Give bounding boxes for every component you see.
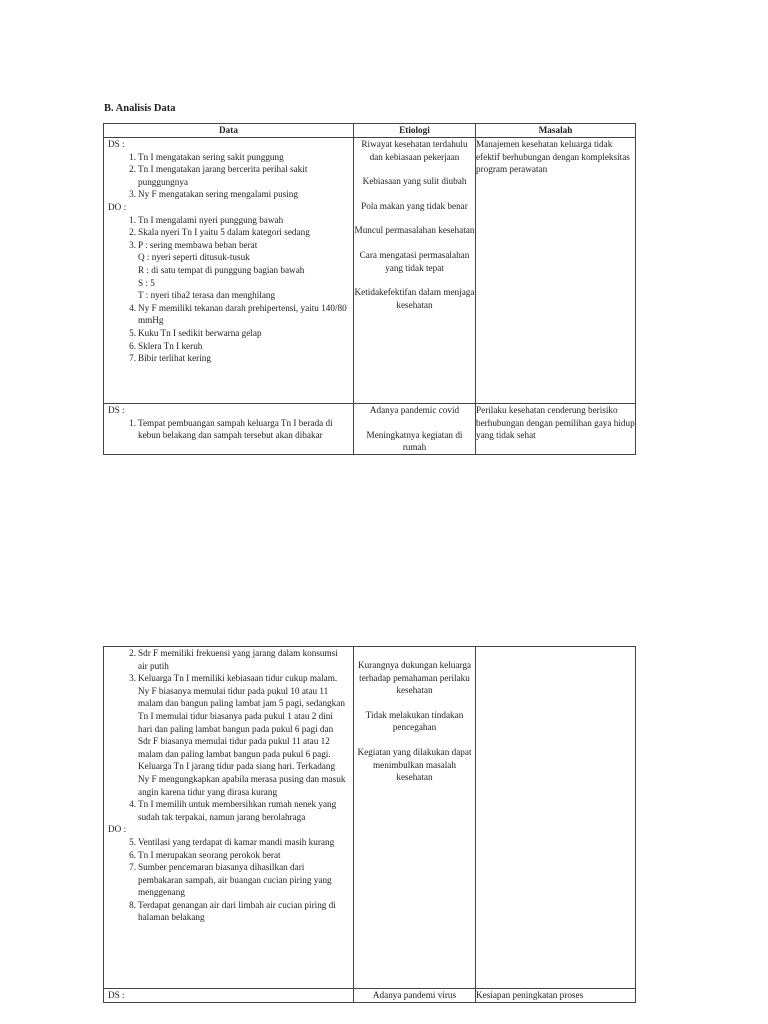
- data-cell: [104, 989, 354, 1003]
- item-number: [104, 264, 138, 277]
- list-item: [104, 226, 353, 239]
- item-text: Tn I merupakan seorang perokok berat: [138, 849, 281, 860]
- list-item: [104, 861, 353, 899]
- masalah-cell: [476, 404, 636, 455]
- analysis-table-1: [103, 123, 636, 455]
- item-text: Ny F mengatakan sering mengalami pusing: [138, 189, 298, 200]
- item-text: Tn I mengatakan jarang bercerita perihal sakit punggungnya: [138, 164, 308, 187]
- item-text: Ventilasi yang terdapat di kamar mandi masih kurang: [138, 836, 335, 847]
- ds-list: [104, 647, 353, 823]
- list-item: [104, 188, 353, 201]
- table-row: [104, 404, 636, 455]
- masalah-text: Kesiapan peningkatan proses: [476, 990, 584, 1000]
- item-text: Skala nyeri Tn I yaitu 5 dalam kategori sedang: [138, 227, 310, 238]
- item-number: 1.: [129, 214, 136, 225]
- list-item: [104, 417, 353, 442]
- item-number: [104, 277, 138, 290]
- list-item: [104, 277, 353, 290]
- masalah-cell: [476, 989, 636, 1003]
- section-title: B. Analisis Data: [104, 103, 176, 114]
- etiologi-cell: [354, 404, 476, 455]
- item-number: 6.: [129, 340, 136, 351]
- item-text: Tn I mengalami nyeri punggung bawah: [138, 214, 284, 225]
- item-text: Sklera Tn I keruh: [138, 340, 203, 351]
- item-number: 8.: [129, 899, 136, 910]
- list-item: [104, 352, 353, 365]
- etiologi-entry: Meningkatnya kegiatan di rumah: [366, 429, 463, 453]
- list-item: [104, 647, 353, 672]
- item-text: Tn I mengatakan sering sakit punggung: [138, 151, 284, 162]
- etiologi-entry: Ketidakefektifan dalam menjaga kesehatan: [354, 287, 475, 310]
- list-item: [104, 251, 353, 264]
- list-item: [104, 672, 353, 798]
- item-text: Sumber pencemaran biasanya dihasilkan dari pembakaran sampah, air buangan cucian piring yang menggenang: [138, 862, 332, 898]
- table-row: [104, 138, 636, 404]
- list-item: [104, 899, 353, 924]
- item-number: 3.: [129, 239, 136, 250]
- item-text: P : sering membawa beban berat: [138, 239, 258, 250]
- header-data: Data: [104, 124, 354, 138]
- etiologi-cell: [354, 647, 476, 989]
- item-text: R : di satu tempat di punggung bagian bawah: [138, 264, 305, 275]
- list-item: [104, 327, 353, 340]
- item-text: Q : nyeri seperti ditusuk-tusuk: [138, 252, 250, 263]
- ds-list: [104, 151, 353, 201]
- item-text: Tn I memilih untuk membersihkan rumah nenek yang sudah tak terpakai, namun jarang berolahraga: [138, 799, 337, 822]
- ds-label: DS :: [108, 990, 125, 1000]
- list-item: [104, 340, 353, 353]
- masalah-cell: [476, 647, 636, 989]
- etiologi-cell: [354, 989, 476, 1003]
- item-number: 2.: [129, 164, 136, 175]
- list-item: [104, 798, 353, 823]
- etiologi-cell: [354, 138, 476, 404]
- item-text: Keluarga Tn I memiliki kebiasaan tidur cukup malam. Ny F biasanya memulai tidur pada pukul 10 atau 11 malam dan bangun paling lambat jam 5 pagi, sedangkan Tn I memulai tidur biasanya pada pukul 1 atau 2 dini hari dan paling lambat bangun pada pukul 6 pagi dan Sdr F biasanya memulai tidur pada pukul 11 atau 12 malam dan paling lambat bangun pada pukul 6 pagi. Keluarga Tn I jarang tidur pada siang hari. Terkadang Ny F mengungkapkan apabila merasa pusing dan masuk angin karena tidur yang dirasa kurang: [138, 673, 346, 797]
- list-item: [104, 239, 353, 252]
- list-item: [104, 151, 353, 164]
- item-number: 3.: [129, 673, 136, 684]
- data-cell: [104, 138, 354, 404]
- item-number: 5.: [129, 836, 136, 847]
- header-masalah: Masalah: [476, 124, 636, 138]
- item-text: Terdapat genangan air dari limbah air cucian piring di halaman belakang: [138, 899, 336, 923]
- list-item: [104, 163, 353, 188]
- item-number: 7.: [129, 862, 136, 873]
- masalah-text: Perilaku kesehatan cenderung berisiko berhubungan dengan pemilihan gaya hidup yang tidak sehat: [476, 405, 635, 441]
- item-number: 1.: [129, 417, 136, 428]
- table-row: [104, 989, 636, 1003]
- list-item: [104, 302, 353, 327]
- list-item: [104, 289, 353, 302]
- etiologi-entry: Riwayat kesehatan terdahulu dan kebiasaan pekerjaan: [361, 139, 468, 162]
- etiologi-entry: Adanya pandemi virus: [372, 990, 457, 1000]
- item-number: 3.: [129, 189, 136, 200]
- item-text: T : nyeri tiba2 terasa dan menghilang: [138, 290, 276, 301]
- list-item: [104, 214, 353, 227]
- list-item: [104, 836, 353, 849]
- etiologi-entry: Muncul permasalahan kesehatan: [354, 225, 475, 236]
- list-item: [104, 849, 353, 862]
- etiologi-entry: Kurangnya dukungan keluarga terhadap pemahaman perilaku kesehatan: [357, 660, 472, 696]
- item-number: 6.: [129, 849, 136, 860]
- item-number: 2.: [129, 648, 136, 658]
- etiologi-entry: Pola makan yang tidak benar: [361, 200, 468, 211]
- item-number: 4.: [129, 302, 136, 313]
- do-label: DO :: [108, 824, 127, 835]
- do-list: [104, 836, 353, 924]
- analysis-table-2: [103, 646, 636, 1003]
- table-row: [104, 647, 636, 989]
- item-number: 2.: [129, 227, 136, 238]
- item-text: Kuku Tn I sedikit berwarna gelap: [138, 327, 262, 338]
- etiologi-entry: Kebiasaan yang sulit diubah: [362, 176, 467, 187]
- item-number: 1.: [129, 151, 136, 162]
- do-list: [104, 214, 353, 365]
- item-number: [104, 251, 138, 264]
- item-number: 7.: [129, 353, 136, 364]
- etiologi-entry: Cara mengatasi permasalahan yang tidak tepat: [359, 249, 470, 273]
- ds-label: DS :: [108, 405, 125, 415]
- header-etiologi: Etiologi: [354, 124, 476, 138]
- etiologi-entry: Tidak melakukan tindakan pencegahan: [365, 709, 464, 733]
- item-number: [104, 289, 138, 302]
- item-text: Sdr F memiliki frekuensi yang jarang dalam konsumsi air putih: [138, 648, 338, 671]
- data-cell: [104, 404, 354, 455]
- ds-label: DS :: [108, 139, 125, 149]
- item-text: S : 5: [138, 277, 155, 288]
- item-number: 4.: [129, 799, 136, 810]
- item-text: Ny F memiliki tekanan darah prehipertensi, yaitu 140/80 mmHg: [138, 302, 347, 326]
- table-header-row: [104, 124, 636, 138]
- item-number: 5.: [129, 327, 136, 338]
- list-item: [104, 264, 353, 277]
- data-cell: [104, 647, 354, 989]
- masalah-text: Manajemen kesehatan keluarga tidak efektif berhubungan dengan kompleksitas program perawatan: [476, 139, 630, 175]
- item-text: Bibir terlihat kering: [138, 353, 211, 364]
- masalah-cell: [476, 138, 636, 404]
- item-text: Tempat pembuangan sampah keluarga Tn I berada di kebun belakang dan sampah tersebut akan dibakar: [138, 417, 333, 441]
- ds-list: [104, 417, 353, 442]
- etiologi-entry: Kegiatan yang dilakukan dapat menimbulkan masalah kesehatan: [357, 746, 472, 783]
- etiologi-entry: Adanya pandemic covid: [369, 405, 460, 415]
- do-label: DO :: [108, 201, 127, 212]
